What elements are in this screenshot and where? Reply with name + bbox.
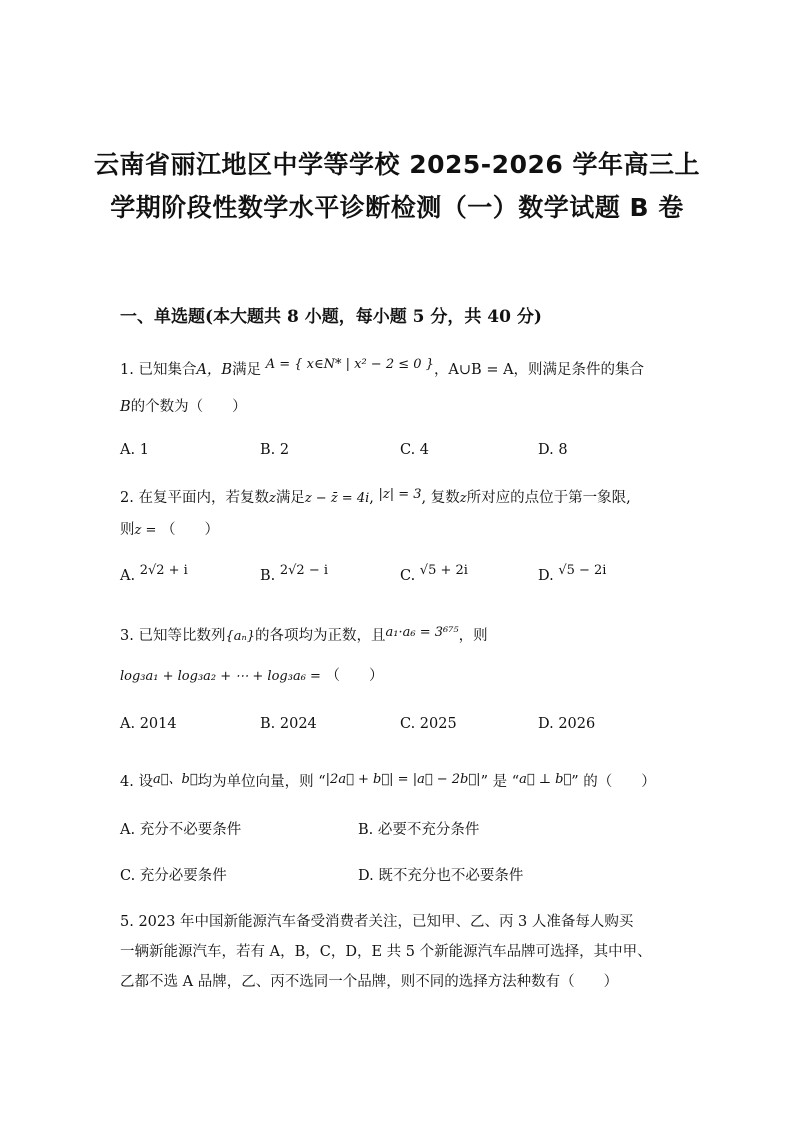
math-set: A = { x∈N* | x² − 2 ≤ 0 }: [265, 357, 434, 372]
question-text: 则: [120, 522, 135, 538]
math-vectors: a⃗、b⃗: [152, 772, 198, 787]
question-text: 的各项均为正数，且: [255, 628, 386, 644]
math-perpendicular: a⃗ ⊥ b⃗: [519, 772, 572, 787]
q1-option-d: D. 8: [538, 442, 568, 458]
section-heading: 一、单选题(本大题共 8 小题，每小题 5 分，共 40 分): [120, 307, 542, 327]
math-sequence: {aₙ}: [225, 629, 256, 644]
math-equation: z =: [134, 523, 157, 538]
math-abs: |z| = 3: [378, 487, 422, 502]
q4-option-a: A. 充分不必要条件: [120, 822, 242, 838]
math-log-sum: log₃a₁ + log₃a₂ + ⋯ + log₃a₆ =: [120, 669, 321, 684]
question-4-line-1: [120, 770, 656, 791]
question-1-line-1: [120, 358, 644, 379]
math-var: z: [268, 491, 276, 506]
question-text: 设: [138, 774, 153, 790]
question-text: 的个数为（ ）: [130, 399, 247, 415]
question-5-line-2: 一辆新能源汽车，若有 A，B，C，D，E 共 5 个新能源汽车品牌可选择，其中甲、: [120, 944, 652, 960]
question-text: 所对应的点位于第一象限,: [466, 490, 631, 506]
math-expression: |2a⃗ + b⃗| = |a⃗ − 2b⃗|: [325, 772, 481, 787]
q3-option-a: A. 2014: [120, 716, 177, 732]
question-2-line-1: 2. 在复平面内，若复数z满足z − z̄ = 4i, |z| = 3, 复数z所对应的点位于第一象限,: [120, 487, 631, 506]
question-2-line-2: [120, 518, 219, 539]
question-text: , 复数: [421, 490, 460, 506]
q4-option-c: C. 充分必要条件: [120, 868, 227, 884]
question-text: 满足: [232, 362, 262, 378]
question-number: 3.: [120, 628, 134, 644]
question-text: 均为单位向量，则 “: [197, 774, 326, 790]
question-number: 4.: [120, 774, 134, 790]
question-5-line-1: 5. 2023 年中国新能源汽车备受消费者关注，已知甲、乙、丙 3 人准备每人购买: [120, 914, 634, 930]
question-number: 1.: [120, 362, 134, 378]
q3-option-c: C. 2025: [400, 716, 457, 732]
question-text: 满足: [275, 490, 305, 506]
question-text: ” 是 “: [480, 774, 520, 790]
q1-option-b: B. 2: [260, 442, 290, 458]
question-text: （ ）: [325, 668, 384, 684]
question-3-line-2: [120, 664, 384, 685]
question-5-line-3: 乙都不选 A 品牌，乙、丙不选同一个品牌，则不同的选择方法种数有（ ）: [120, 974, 619, 990]
math-var: B: [120, 399, 131, 415]
question-3-line-1: [120, 624, 488, 645]
question-text: 已知集合: [138, 362, 197, 378]
question-text: 已知等比数列: [138, 628, 226, 644]
question-text: ，A∪B = A，则满足条件的集合: [433, 362, 645, 378]
q3-option-d: D. 2026: [538, 716, 596, 732]
q2-option-a: A. 2√2 + i: [120, 563, 188, 584]
question-text: ” 的（ ）: [571, 774, 656, 790]
question-number: 2.: [120, 490, 134, 506]
document-title-line-1: 云南省丽江地区中学等学校 2025-2026 学年高三上: [94, 150, 700, 179]
q4-option-b: B. 必要不充分条件: [358, 822, 480, 838]
q2-option-b: B. 2√2 − i: [260, 563, 329, 584]
q2-option-d: D. √5 − 2i: [538, 563, 607, 584]
math-vars: A，B: [196, 362, 233, 378]
question-text: ，则: [458, 628, 488, 644]
document-title-line-2: 学期阶段性数学水平诊断检测（一）数学试题 B 卷: [110, 193, 684, 222]
q3-option-b: B. 2024: [260, 716, 317, 732]
question-text: （ ）: [160, 522, 219, 538]
question-1-line-2: [120, 395, 247, 416]
q1-option-a: A. 1: [120, 442, 149, 458]
q4-option-d: D. 既不充分也不必要条件: [358, 868, 524, 884]
math-equation: z − z̄ = 4i: [304, 491, 370, 506]
q1-option-c: C. 4: [400, 442, 430, 458]
math-var: z: [459, 491, 467, 506]
math-product: a₁·a₆ = 3⁶⁷⁵: [385, 625, 459, 640]
question-text: 在复平面内，若复数: [138, 490, 269, 506]
q2-option-c: C. √5 + 2i: [400, 563, 468, 584]
